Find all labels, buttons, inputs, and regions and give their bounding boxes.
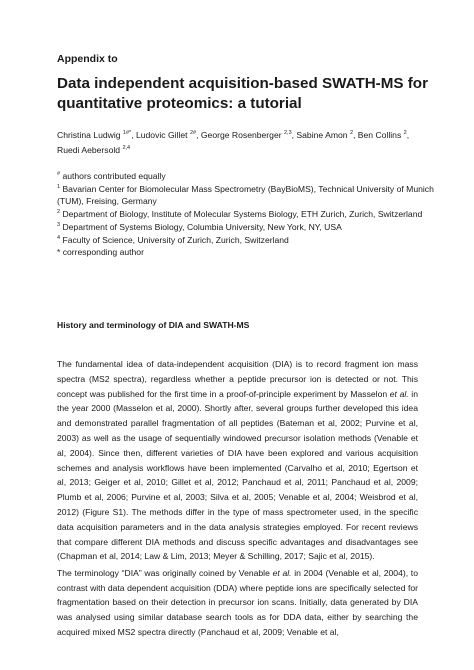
- title-line-2: quantitative proteomics: a tutorial: [57, 95, 302, 112]
- corresponding-author-note: * corresponding author: [57, 247, 144, 258]
- author: Ruedi Aebersold $^{2,4}$: [57, 144, 131, 155]
- section-body: [57, 357, 418, 640]
- author: George Rosenberger $^{2,3}$,: [200, 130, 297, 140]
- paragraph: The terminology “DIA” was originally coined by Venable et al. in 2004 (Venable et al, 2004), to contrast with data dependent acquisition (DDA) where peptide ions are specifically selected for fragmentation based on their detection in precursor ion scans. Initially, data generated by DIA was analysed using similar database search tools as for DDA data, either by searching the acquired mixed MS2 spectra directly (Panchaud et al, 2009; Venable et al,: [57, 567, 418, 637]
- author: Sabine Amon $^2$,: [296, 130, 358, 140]
- affiliation: $^4$ Faculty of Science, University of Zurich, Zurich, Switzerland: [57, 234, 289, 245]
- title-line-1: Data independent acquisition-based SWATH-MS for: [57, 75, 428, 92]
- author-list: [57, 128, 437, 157]
- author: Ludovic Gillet $^{2\#}$,: [135, 130, 201, 140]
- appendix-label: Appendix to: [57, 53, 118, 65]
- author: Ben Collins $^2$,: [357, 130, 410, 140]
- affiliations: [57, 170, 437, 259]
- affiliation: $^3$ Department of Systems Biology, Columbia University, New York, NY, USA: [57, 221, 342, 232]
- paper-title: [57, 74, 457, 114]
- affiliation-note: # authors contributed equally: [57, 171, 166, 181]
- affiliation: $^1$ Bavarian Center for Biomolecular Mass Spectrometry (BayBioMS), Technical University of Munich (TUM), Freising, Germany: [57, 183, 434, 207]
- paragraph: The fundamental idea of data-independent acquisition (DIA) is to record fragment ion mass spectra (MS2 spectra), regardless whether a peptide precursor ion is detected or not. This concept was published for the first time in a proof-of-principle experiment by Masselon et al. in the year 2000 (Masselon et al, 2000). Shortly after, several groups further developed this idea and demonstrated parallel fragmentation of all peptides (Bateman et al, 2002; Purvine et al, 2003) as well as the usage of sequentially windowed precursor isolation methods (Venable et al, 2004). Since then, different varieties of DIA have been explored and various acquisition schemes and analysis workflows have been implemented (Carvalho et al, 2010; Egertson et al, 2013; Geiger et al, 2010; Gillet et al, 2012; Panchaud et al, 2011; Panchaud et al, 2009; Plumb et al, 2006; Purvine et al, 2003; Silva et al, 2005; Venable et al, 2004; Weisbrod et al, 2012) (Figure S1). The methods differ in the type of mass spectrometer used, in the specific data acquisition parameters and in the data analysis strategies employed. For recent reviews that compare different DIA methods and discuss specific advantages and disadvantages see (Chapman et al, 2014; Law & Lim, 2013; Meyer & Schilling, 2017; Sajic et al, 2015).: [57, 359, 418, 562]
- affiliation: $^2$ Department of Biology, Institute of Molecular Systems Biology, ETH Zurich, Zurich, Switzerland: [57, 209, 423, 220]
- section-heading: History and terminology of DIA and SWATH-MS: [57, 320, 250, 330]
- author: Christina Ludwig $^{1\#*}$,: [57, 130, 136, 140]
